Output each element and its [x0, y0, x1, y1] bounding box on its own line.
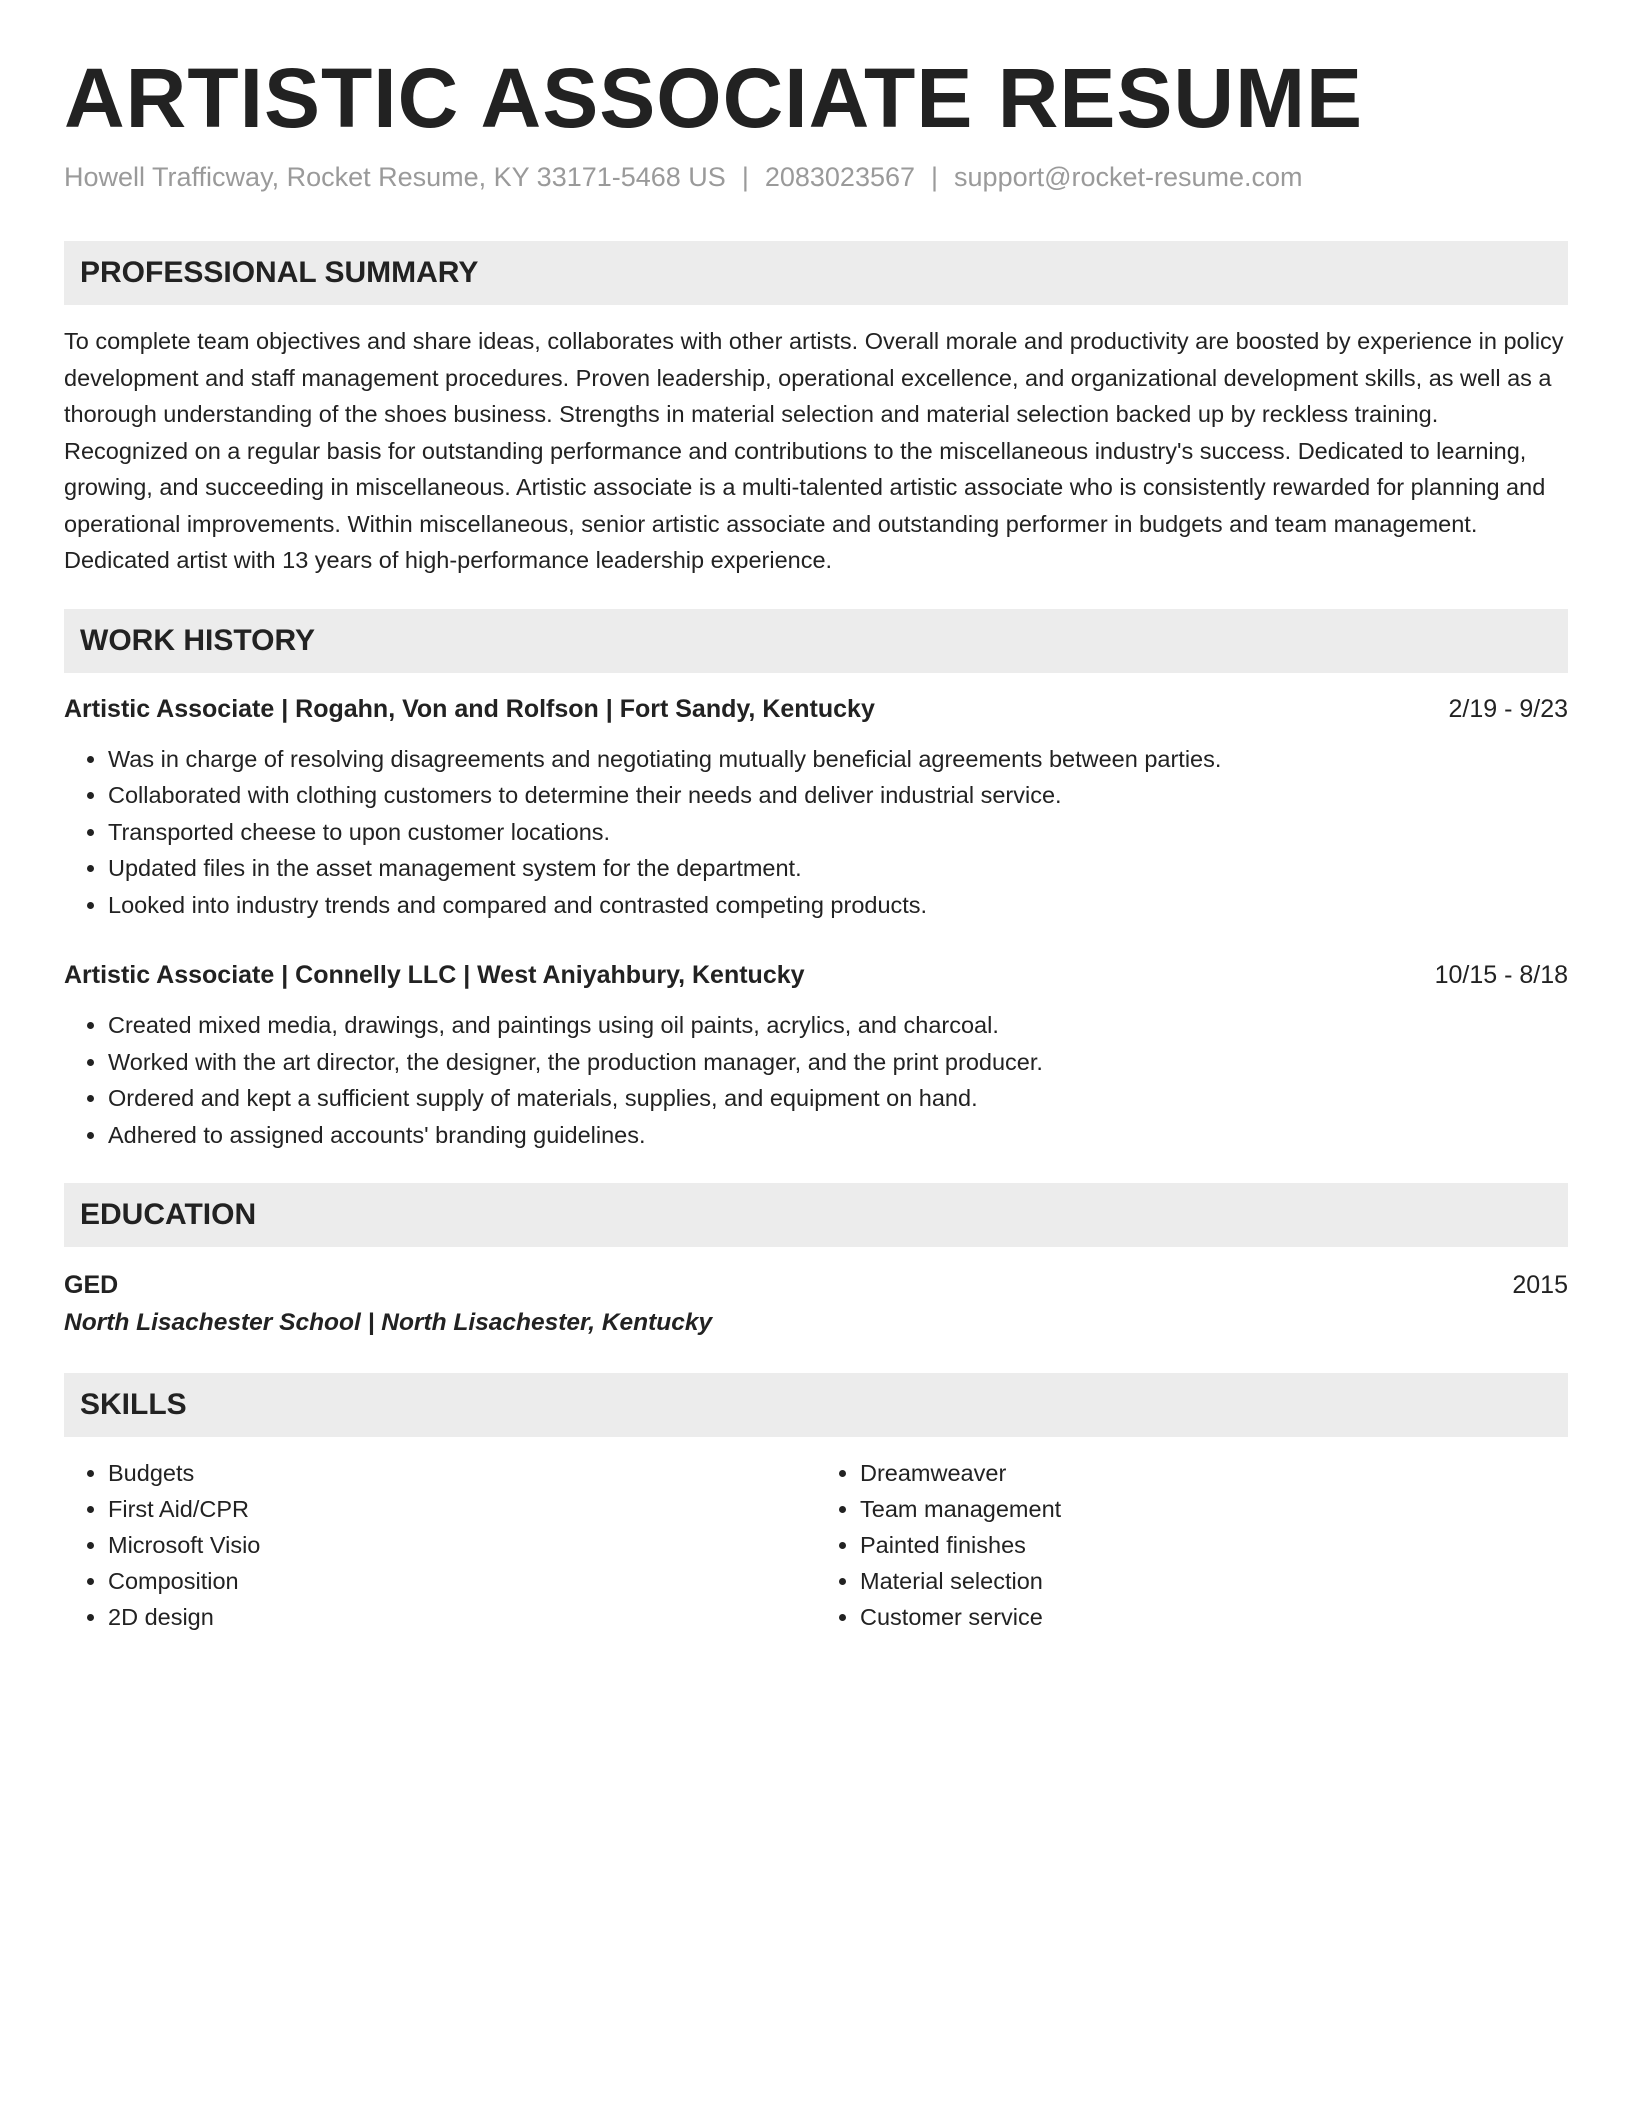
skills-column-left	[64, 1455, 816, 1635]
education-year: 2015	[1512, 1271, 1568, 1300]
education-school: North Lisachester School | North Lisachester, Kentucky	[64, 1309, 713, 1337]
job-duty: • Collaborated with clothing customers to determine their needs and deliver industrial service.	[108, 777, 1568, 814]
job-duty: • Updated files in the asset management system for the department.	[108, 850, 1568, 887]
job-header	[64, 957, 1568, 993]
job-title: Artistic Associate | Connelly LLC | West Aniyahbury, Kentucky	[64, 961, 805, 990]
job-title: Artistic Associate | Rogahn, Von and Rolfson | Fort Sandy, Kentucky	[64, 694, 875, 723]
contact-address: Howell Trafficway, Rocket Resume, KY 33171-5468 US	[64, 162, 726, 193]
skills-column-right	[816, 1455, 1568, 1635]
contact-separator: |	[931, 162, 939, 193]
job-duty: • Adhered to assigned accounts' branding guidelines.	[108, 1117, 1568, 1154]
skills-grid	[64, 1455, 1568, 1635]
contact-line	[64, 162, 1568, 193]
job-duty: • Looked into industry trends and compared and contrasted competing products.	[108, 887, 1568, 924]
job-duty: • Worked with the art director, the designer, the production manager, and the print producer.	[108, 1044, 1568, 1081]
skill-item: • Customer service	[860, 1599, 1568, 1635]
job-entry	[64, 957, 1568, 1153]
job-dates: 10/15 - 8/18	[1434, 961, 1568, 990]
skill-item: • Team management	[860, 1491, 1568, 1527]
job-duties	[64, 741, 1568, 924]
job-duty: • Transported cheese to upon customer locations.	[108, 814, 1568, 851]
job-duties	[64, 1007, 1568, 1153]
contact-phone: 2083023567	[764, 162, 916, 193]
education-degree: GED	[64, 1271, 119, 1300]
job-duty: • Created mixed media, drawings, and paintings using oil paints, acrylics, and charcoal.	[108, 1007, 1568, 1044]
job-duty: • Ordered and kept a sufficient supply of materials, supplies, and equipment on hand.	[108, 1080, 1568, 1117]
resume-title: ARTISTIC ASSOCIATE RESUME	[64, 51, 1364, 145]
contact-email: support@rocket-resume.com	[954, 162, 1303, 193]
skill-item: • Composition	[108, 1563, 816, 1599]
job-header	[64, 691, 1568, 727]
skill-item: • Painted finishes	[860, 1527, 1568, 1563]
job-dates: 2/19 - 9/23	[1448, 694, 1568, 723]
skill-item: • Budgets	[108, 1455, 816, 1491]
job-duty: • Was in charge of resolving disagreements and negotiating mutually beneficial agreements between parties.	[108, 741, 1568, 778]
skill-item: • Material selection	[860, 1563, 1568, 1599]
skill-item: • First Aid/CPR	[108, 1491, 816, 1527]
skill-item: • 2D design	[108, 1599, 816, 1635]
contact-separator: |	[741, 162, 749, 193]
summary-text: To complete team objectives and share ideas, collaborates with other artists. Overall morale and productivity are boosted by experience in policy development and staff management procedures. Proven leadership, operational excellence, and organizational development skills, as well as a thorough understanding of the shoes business. Strengths in material selection and material selection backed up by reckless training. Recognized on a regular basis for outstanding performance and contributions to the miscellaneous industry's success. Dedicated to learning, growing, and succeeding in miscellaneous. Artistic associate is a multi-talented artistic associate who is consistently rewarded for planning and operational improvements. Within miscellaneous, senior artistic associate and outstanding performer in budgets and team management. Dedicated artist with 13 years of high-performance leadership experience.	[64, 328, 1564, 574]
section-heading-skills: SKILLS	[64, 1373, 1568, 1437]
section-heading-work-history: WORK HISTORY	[64, 609, 1568, 673]
section-heading-education: EDUCATION	[64, 1183, 1568, 1247]
section-heading-summary: PROFESSIONAL SUMMARY	[64, 241, 1568, 305]
skill-item: • Dreamweaver	[860, 1455, 1568, 1491]
skill-item: • Microsoft Visio	[108, 1527, 816, 1563]
education-header	[64, 1267, 1568, 1303]
job-entry	[64, 691, 1568, 924]
education-entry	[64, 1267, 1568, 1343]
